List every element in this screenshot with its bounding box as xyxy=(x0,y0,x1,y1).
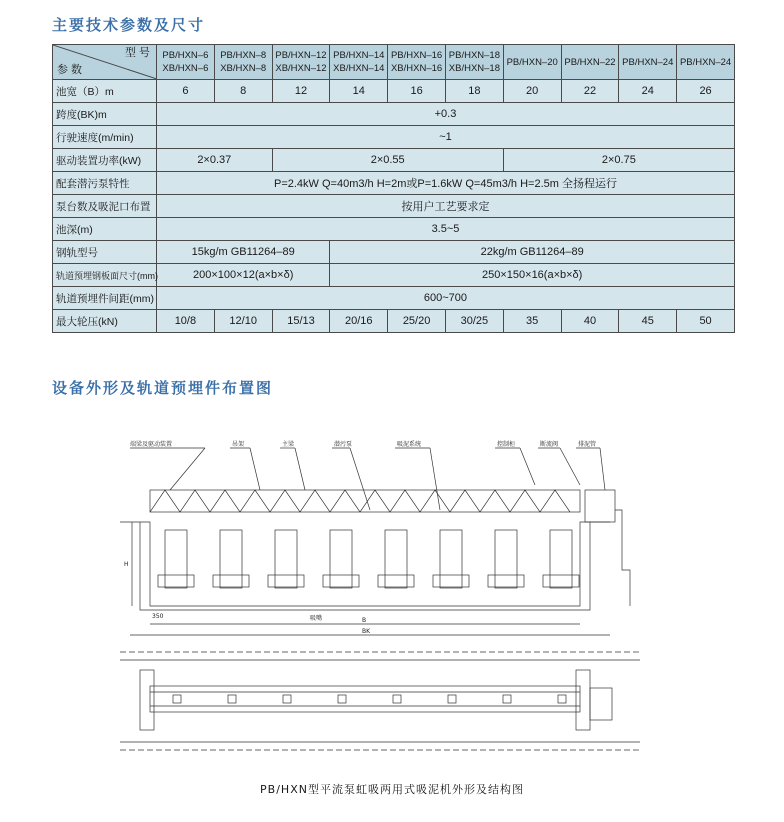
dim-h: H xyxy=(124,561,129,568)
section-title-specs: 主要技术参数及尺寸 xyxy=(52,16,206,34)
label-control: 控制柜 xyxy=(497,441,516,448)
table-header-row xyxy=(53,45,735,80)
label-pump: 潜污泵 xyxy=(334,441,353,448)
figure-caption: PB/HXN型平流泵虹吸两用式吸泥机外形及结构图 xyxy=(260,783,524,796)
model-header: PB/HXN–18 XB/HXN–18 xyxy=(445,45,503,80)
corner-bottom-label: 参 数 xyxy=(57,64,83,76)
corner-top-label: 型 号 xyxy=(124,47,150,59)
equipment-drawing xyxy=(110,430,650,760)
label-siphon: 断流阀 xyxy=(540,441,559,448)
model-header: PB/HXN–20 xyxy=(503,45,561,80)
model-header: PB/HXN–8 XB/HXN–8 xyxy=(214,45,272,80)
model-header: PB/HXN–16 XB/HXN–16 xyxy=(388,45,446,80)
model-header: PB/HXN–22 xyxy=(561,45,619,80)
row-plate: 轨道预埋钢板面尺寸(mm) 200×100×12(a×b×δ) 250×150×16(a×b×δ) xyxy=(53,264,735,287)
row-depth: 池深(m) 3.5~5 xyxy=(53,218,735,241)
row-pool-width: 池宽（B）m 6 8 12 14 16 18 20 22 24 26 xyxy=(53,80,735,103)
label-sludge: 吸泥系统 xyxy=(397,441,422,448)
row-span: 跨度(BK)m +0.3 xyxy=(53,103,735,126)
row-speed: 行驶速度(m/min) ~1 xyxy=(53,126,735,149)
dim-350: 350 xyxy=(152,613,164,620)
corner-cell xyxy=(53,45,157,80)
row-pump-count: 泵台数及吸泥口布置 按用户工艺要求定 xyxy=(53,195,735,218)
row-pump: 配套潜污泵特性 P=2.4kW Q=40m3/h H=2m或P=1.6kW Q=45m3/h H=2.5m 全扬程运行 xyxy=(53,172,735,195)
model-header: PB/HXN–12 XB/HXN–12 xyxy=(272,45,330,80)
model-header: PB/HXN–24 xyxy=(677,45,735,80)
section-title-layout: 设备外形及轨道预埋件布置图 xyxy=(52,379,274,397)
row-wheel: 最大轮压(kN) 10/8 12/10 15/13 20/16 25/20 30/25 35 40 45 50 xyxy=(53,310,735,333)
label-hanger: 吊架 xyxy=(232,441,245,448)
label-mouth: 吸嘴 xyxy=(310,615,323,622)
model-header: PB/HXN–6 XB/HXN–6 xyxy=(157,45,215,80)
label-pipe: 排泥管 xyxy=(578,441,597,448)
label-drive: 端梁及驱动装置 xyxy=(130,441,173,448)
spec-table xyxy=(52,44,735,333)
row-power: 驱动装置功率(kW) 2×0.37 2×0.55 2×0.75 xyxy=(53,149,735,172)
model-header: PB/HXN–24 xyxy=(619,45,677,80)
row-spacing: 轨道预埋件间距(mm) 600~700 xyxy=(53,287,735,310)
model-header: PB/HXN–14 XB/HXN–14 xyxy=(330,45,388,80)
dim-b: B xyxy=(362,617,367,624)
label-main-beam: 主梁 xyxy=(282,441,295,448)
row-rail: 钢轨型号 15kg/m GB11264–89 22kg/m GB11264–89 xyxy=(53,241,735,264)
dim-bk: BK xyxy=(362,628,371,635)
